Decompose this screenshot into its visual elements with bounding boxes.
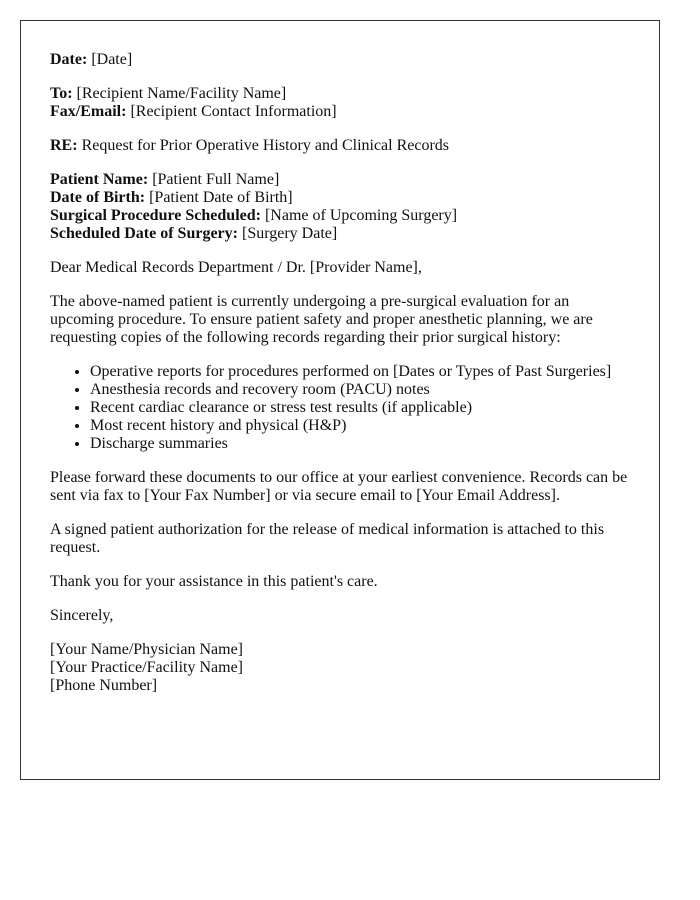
recipient-block <box>50 85 630 121</box>
surgery-date-value: [Surgery Date] <box>237 225 338 242</box>
intro-paragraph: The above-named patient is currently undergoing a pre-surgical evaluation for an upcoming procedure. To ensure patient safety and proper anesthetic planning, we are requesting copies of the following records regarding their prior surgical history: <box>50 293 593 346</box>
surgery-date-label: Scheduled Date of Surgery: <box>50 225 238 242</box>
patient-name-line <box>50 171 630 189</box>
to-value: [Recipient Name/Facility Name] <box>72 85 287 102</box>
dob-label: Date of Birth: <box>50 189 146 206</box>
re-line <box>50 137 630 155</box>
patient-name-label: Patient Name: <box>50 171 149 188</box>
procedure-line <box>50 207 630 225</box>
procedure-label: Surgical Procedure Scheduled: <box>50 207 261 224</box>
signature-block <box>50 641 630 695</box>
forwarding-paragraph: Please forward these documents to our office at your earliest convenience. Records can be sent via fax to [Your Fax Number] or via secure email to [Your Email Address]. <box>50 469 628 504</box>
to-line <box>50 85 630 103</box>
valediction: Sincerely, <box>50 607 114 624</box>
surgery-date-line <box>50 225 630 243</box>
salutation: Dear Medical Records Department / Dr. [Provider Name], <box>50 259 422 276</box>
date-value: [Date] <box>87 51 133 68</box>
re-label: RE: <box>50 137 78 154</box>
date-line <box>50 51 630 69</box>
patient-name-value: [Patient Full Name] <box>148 171 280 188</box>
letter-document <box>20 20 660 780</box>
fax-email-label: Fax/Email: <box>50 103 127 120</box>
fax-email-line <box>50 103 630 121</box>
signature-name: [Your Name/Physician Name] <box>50 641 244 658</box>
re-value: Request for Prior Operative History and Clinical Records <box>77 137 450 154</box>
signature-practice: [Your Practice/Facility Name] <box>50 659 243 676</box>
list-item: • Operative reports for procedures performed on [Dates or Types of Past Surgeries] <box>90 363 630 381</box>
date-block <box>50 51 630 69</box>
authorization-paragraph: A signed patient authorization for the release of medical information is attached to this request. <box>50 521 605 556</box>
procedure-value: [Name of Upcoming Surgery] <box>260 207 458 224</box>
list-item: • Anesthesia records and recovery room (PACU) notes <box>90 381 630 399</box>
dob-line <box>50 189 630 207</box>
list-item: • Most recent history and physical (H&P) <box>90 417 630 435</box>
fax-email-value: [Recipient Contact Information] <box>126 103 337 120</box>
list-item: • Discharge summaries <box>90 435 630 453</box>
signature-phone: [Phone Number] <box>50 677 158 694</box>
patient-info-block <box>50 171 630 243</box>
list-item: • Recent cardiac clearance or stress test results (if applicable) <box>90 399 630 417</box>
dob-value: [Patient Date of Birth] <box>145 189 293 206</box>
requested-records-list <box>50 363 630 453</box>
subject-block <box>50 137 630 155</box>
thanks-paragraph: Thank you for your assistance in this patient's care. <box>50 573 378 590</box>
date-label: Date: <box>50 51 88 68</box>
to-label: To: <box>50 85 73 102</box>
